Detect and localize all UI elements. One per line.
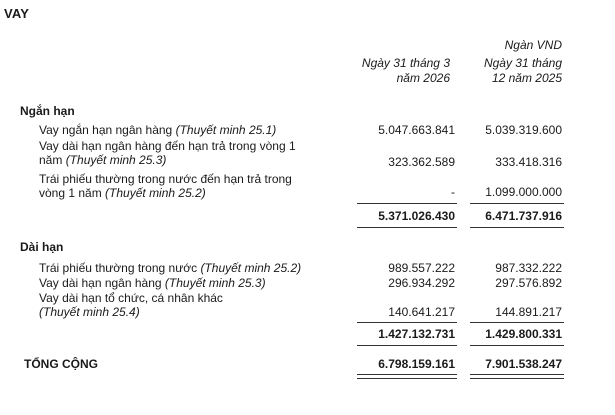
- column-header-march-2026: [362, 56, 450, 86]
- row-label-text: vòng 1 năm: [39, 186, 106, 200]
- grand-total-value: 7.901.538.247: [485, 357, 562, 371]
- row-label: [39, 172, 292, 200]
- row-label-text: năm: [39, 153, 66, 167]
- value-cell: 297.576.892: [495, 276, 562, 290]
- subtotal-rule: [470, 203, 564, 204]
- grand-total-label: TỔNG CỘNG: [24, 357, 98, 371]
- row-label: [39, 139, 296, 167]
- subtotal-rule: [357, 203, 457, 204]
- row-label-text: Vay dài hạn ngân hàng đến hạn trả trong vòng 1: [39, 139, 296, 153]
- subtotal-rule: [357, 345, 457, 346]
- row-label: [39, 291, 223, 319]
- value-cell: 140.641.217: [388, 305, 455, 319]
- value-cell: 323.362.589: [388, 155, 455, 169]
- value-cell: 5.039.319.600: [485, 123, 562, 137]
- value-cell: 989.557.222: [388, 261, 455, 275]
- row-label: [39, 261, 301, 275]
- row-label-text: Vay ngắn hạn ngân hàng: [39, 123, 176, 137]
- value-cell: 987.332.222: [495, 261, 562, 275]
- value-cell: 1.099.000.000: [485, 185, 562, 199]
- long-term-heading: Dài hạn: [20, 240, 64, 254]
- column-header-line: Ngày 31 tháng 3: [361, 56, 450, 70]
- row-label-text: Trái phiếu thường trong nước đến hạn trả trong: [39, 172, 292, 186]
- note-reference: (Thuyết minh 25.2): [105, 186, 206, 200]
- row-label: [39, 276, 266, 290]
- row-label: [39, 123, 276, 137]
- short-term-heading: Ngắn hạn: [20, 104, 75, 118]
- value-cell: 144.891.217: [495, 305, 562, 319]
- column-header-december-2025: [484, 56, 562, 86]
- value-cell: 296.934.292: [388, 276, 455, 290]
- column-header-line: Ngày 31 tháng: [483, 56, 562, 70]
- unit-label: Ngàn VND: [504, 38, 562, 52]
- value-cell: -: [451, 185, 455, 199]
- subtotal-rule: [470, 322, 564, 323]
- short-term-subtotal: 6.471.737.916: [485, 209, 562, 223]
- long-term-subtotal: 1.427.132.731: [378, 327, 455, 341]
- short-term-subtotal: 5.371.026.430: [378, 209, 455, 223]
- note-reference: (Thuyết minh 25.3): [65, 153, 167, 167]
- row-label-text: Vay dài hạn ngân hàng: [39, 276, 165, 290]
- subtotal-rule: [357, 227, 457, 228]
- subtotal-rule: [470, 227, 564, 228]
- row-label-text: Vay dài hạn tổ chức, cá nhân khác: [39, 291, 223, 305]
- note-reference: (Thuyết minh 25.3): [164, 276, 266, 290]
- note-reference: (Thuyết minh 25.1): [175, 123, 277, 137]
- long-term-subtotal: 1.429.800.331: [485, 327, 562, 341]
- subtotal-rule: [470, 345, 564, 346]
- column-header-line: 12 năm 2025: [491, 71, 562, 85]
- column-header-line: năm 2026: [396, 71, 450, 85]
- subtotal-rule: [357, 322, 457, 323]
- grand-total-value: 6.798.159.161: [378, 357, 455, 371]
- total-double-rule: [470, 374, 564, 379]
- total-double-rule: [357, 374, 457, 379]
- note-reference: (Thuyết minh 25.4): [39, 305, 140, 319]
- value-cell: 333.418.316: [495, 155, 562, 169]
- row-label-text: Trái phiếu thường trong nước: [39, 261, 201, 275]
- note-reference: (Thuyết minh 25.2): [200, 261, 302, 275]
- section-title: VAY: [4, 6, 30, 21]
- value-cell: 5.047.663.841: [378, 123, 455, 137]
